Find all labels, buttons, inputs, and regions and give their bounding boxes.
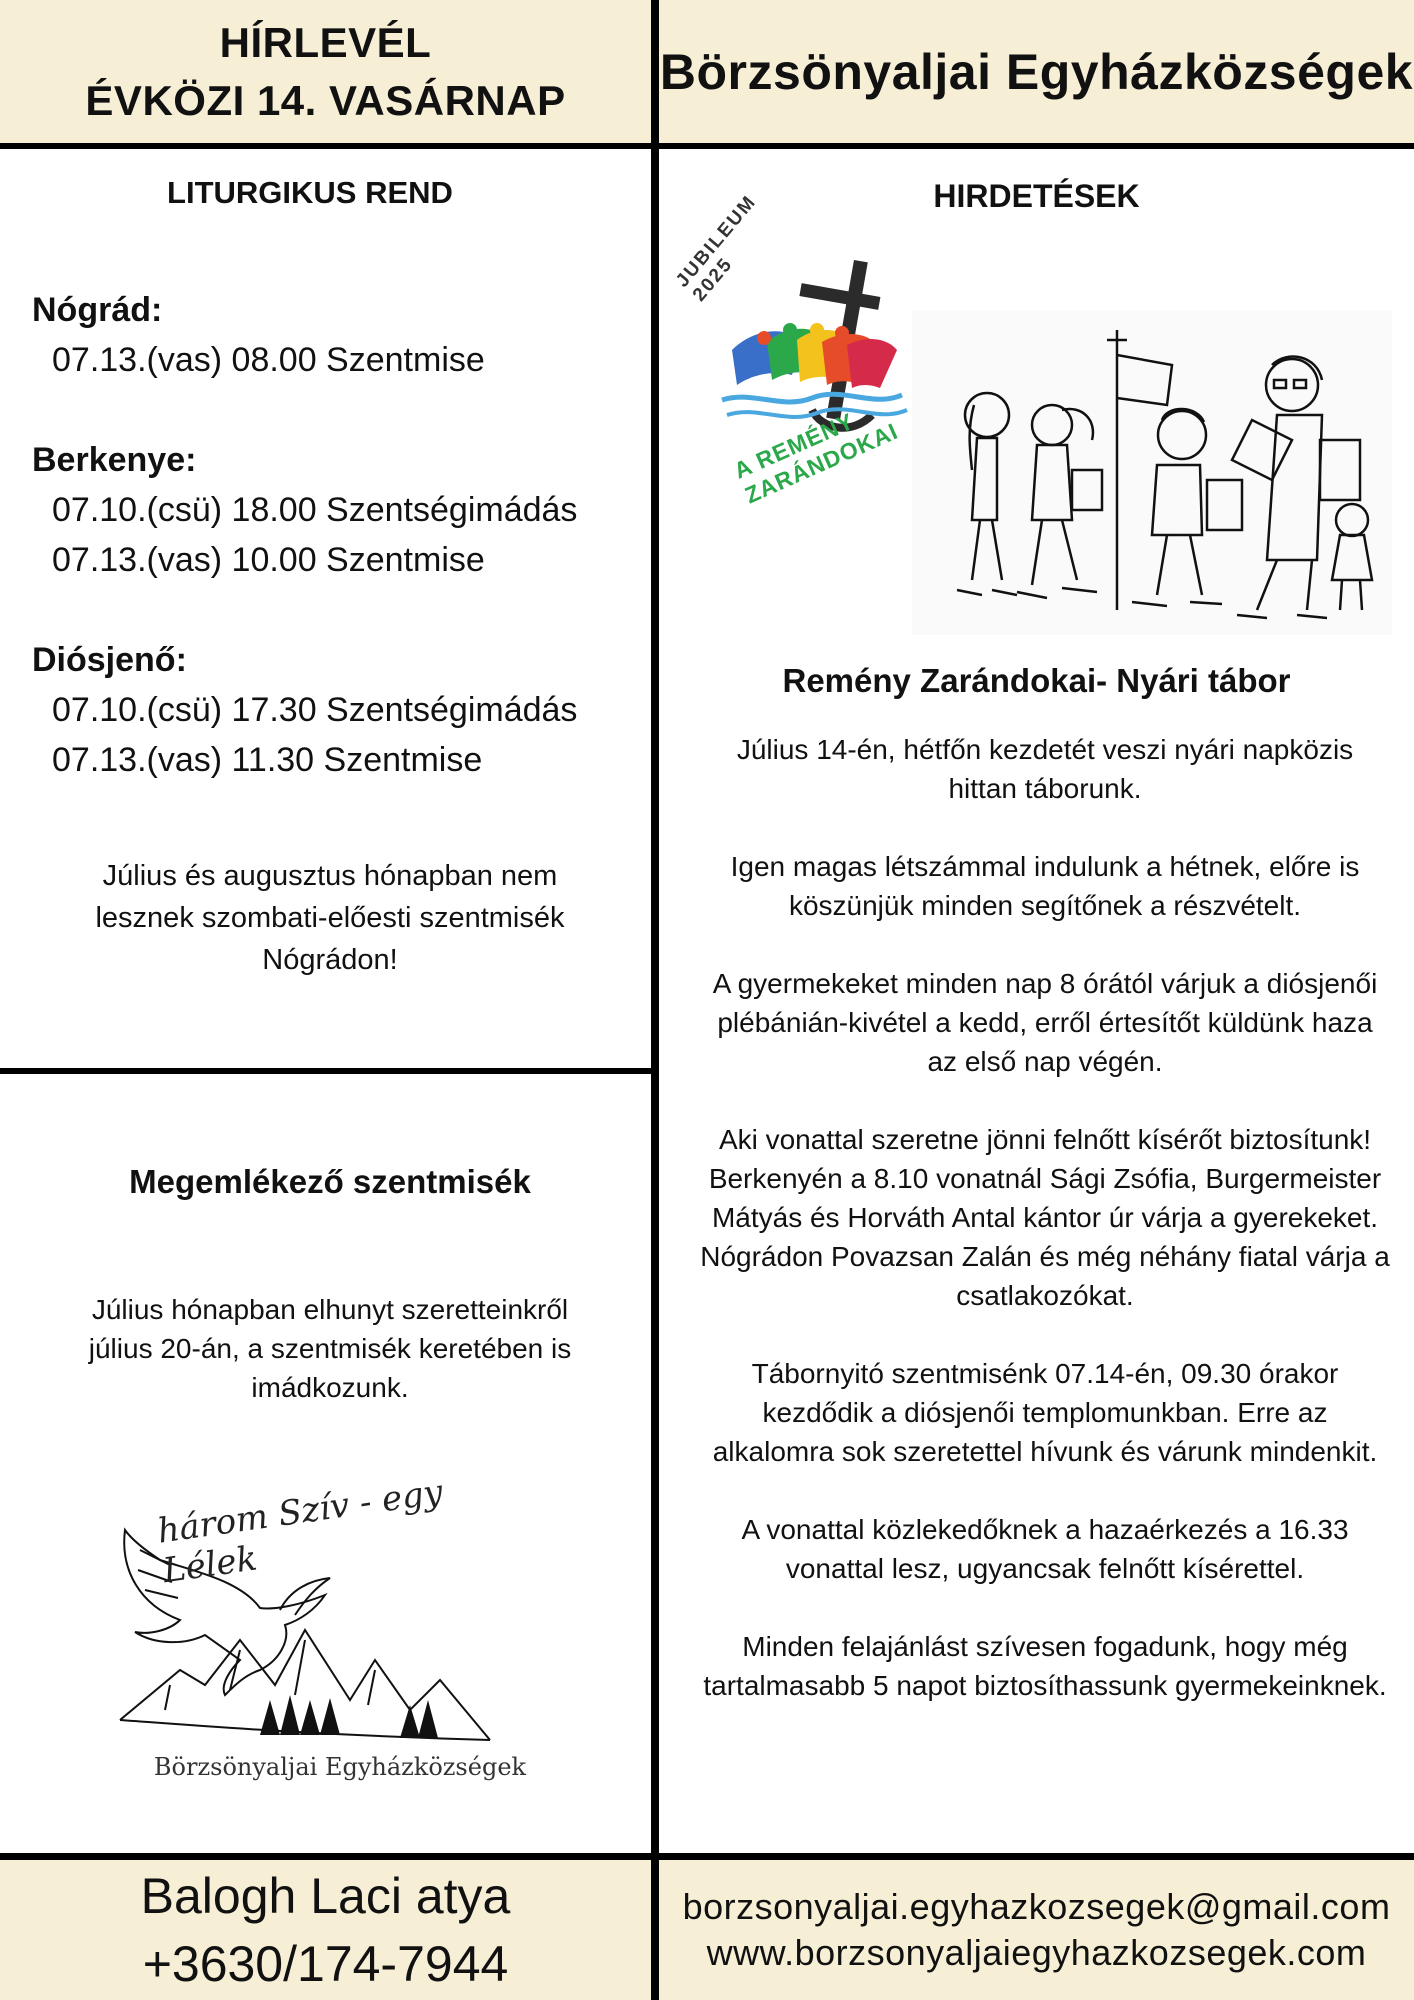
three-hearts-logo (110, 1471, 570, 1810)
announcement-paragraph: Minden felajánlást szívesen fogadunk, hogy még tartalmasabb 5 napot biztosíthassunk gyermekeinknek. (703, 1631, 1387, 1701)
phone-number[interactable]: +3630/174-7944 (142, 1936, 509, 1992)
newsletter-header (0, 0, 651, 143)
website-link[interactable]: www.borzsonyaljaiegyhazkozsegek.com (706, 1932, 1367, 1973)
contact-person (0, 1860, 651, 2000)
schedule-item: 07.13.(vas) 10.00 Szentmise (52, 541, 485, 579)
header-divider (0, 143, 1414, 149)
priest-name: Balogh Laci atya (140, 1868, 511, 1924)
announcement-paragraph: A gyermekeket minden nap 8 órától várjuk a diósjenői plébánián-kivétel a kedd, erről értesítőt küldünk haza az első nap végén. (712, 968, 1378, 1077)
schedule-item: 07.10.(csü) 17.30 Szentségimádás (52, 691, 578, 729)
left-section-divider (0, 1068, 651, 1074)
parish-header (659, 0, 1414, 143)
memorial-title: Megemlékező szentmisék (129, 1163, 531, 1200)
announcement-paragraph: Igen magas létszámmal indulunk a hétnek, előre is köszünjük minden segítőnek a részvételt. (730, 851, 1360, 921)
three-hearts-script: három Szív - egy Lélek (155, 1471, 446, 1592)
schedule-list (32, 285, 642, 785)
jubilee-motto-text: A REMÉNY ZARÁNDOKAI (730, 407, 902, 509)
pilgrims-illustration (912, 310, 1392, 635)
schedule-item: 07.13.(vas) 11.30 Szentmise (52, 741, 483, 779)
liturgy-title: LITURGIKUS REND (167, 175, 453, 210)
announcement-paragraph: Július 14-én, hétfőn kezdetét veszi nyári napközis hittan táborunk. (736, 734, 1354, 804)
place-name: Nógrád: (32, 291, 163, 329)
footer-divider (0, 1853, 1414, 1860)
newsletter-label: HÍRLEVÉL (219, 18, 432, 66)
place-name: Berkenye: (32, 441, 197, 479)
announcement-paragraph: Tábornyitó szentmisénk 07.14-én, 09.30 órakor kezdődik a diósjenői templomunkban. Erre az alkalomra sok szeretettel hívunk és várunk mindenkit. (712, 1358, 1378, 1467)
schedule-item: 07.10.(csü) 18.00 Szentségimádás (52, 491, 578, 529)
place-name: Diósjenő: (32, 641, 187, 679)
announcements-title: HIRDETÉSEK (933, 178, 1140, 214)
contact-online (659, 1860, 1414, 2000)
camp-subtitle: Remény Zarándokai- Nyári tábor (782, 662, 1291, 699)
parish-title: Börzsönyaljai Egyházközségek (659, 43, 1414, 100)
logo-caption: Börzsönyaljai Egyházközségek (153, 1753, 527, 1781)
memorial-text: Július hónapban elhunyt szeretteinkről július 20-án, a szentmisék keretében is imádkozunk. (88, 1294, 572, 1403)
sunday-label: ÉVKÖZI 14. VASÁRNAP (85, 76, 566, 124)
schedule-item: 07.13.(vas) 08.00 Szentmise (52, 341, 485, 379)
announcement-paragraph: A vonattal közlekedőknek a hazaérkezés a 16.33 vonattal lesz, ugyancsak felnőtt kísérettel. (741, 1514, 1349, 1584)
saturday-note: Július és augusztus hónapban nem lesznek szombati-előesti szentmisék Nógrádon! (95, 860, 565, 976)
email-link[interactable]: borzsonyaljai.egyhazkozsegek@gmail.com (682, 1886, 1391, 1927)
announcement-paragraph: Aki vonattal szeretne jönni felnőtt kísérőt biztosítunk! Berkenyén a 8.10 vonatnál Sági Zsófia, Burgermeister Mátyás és Horváth Antal kántor úr várja a gyerekeket. Nógrádon Povazsan Zalán és még néhány fiatal várja a csatlakozókat. (700, 1124, 1390, 1311)
announcement-text (700, 730, 1390, 1744)
column-divider (651, 0, 659, 2000)
jubilee-year-text: JUBILEUM 2025 (672, 191, 761, 306)
pilgrims-drawing-icon (912, 310, 1392, 635)
